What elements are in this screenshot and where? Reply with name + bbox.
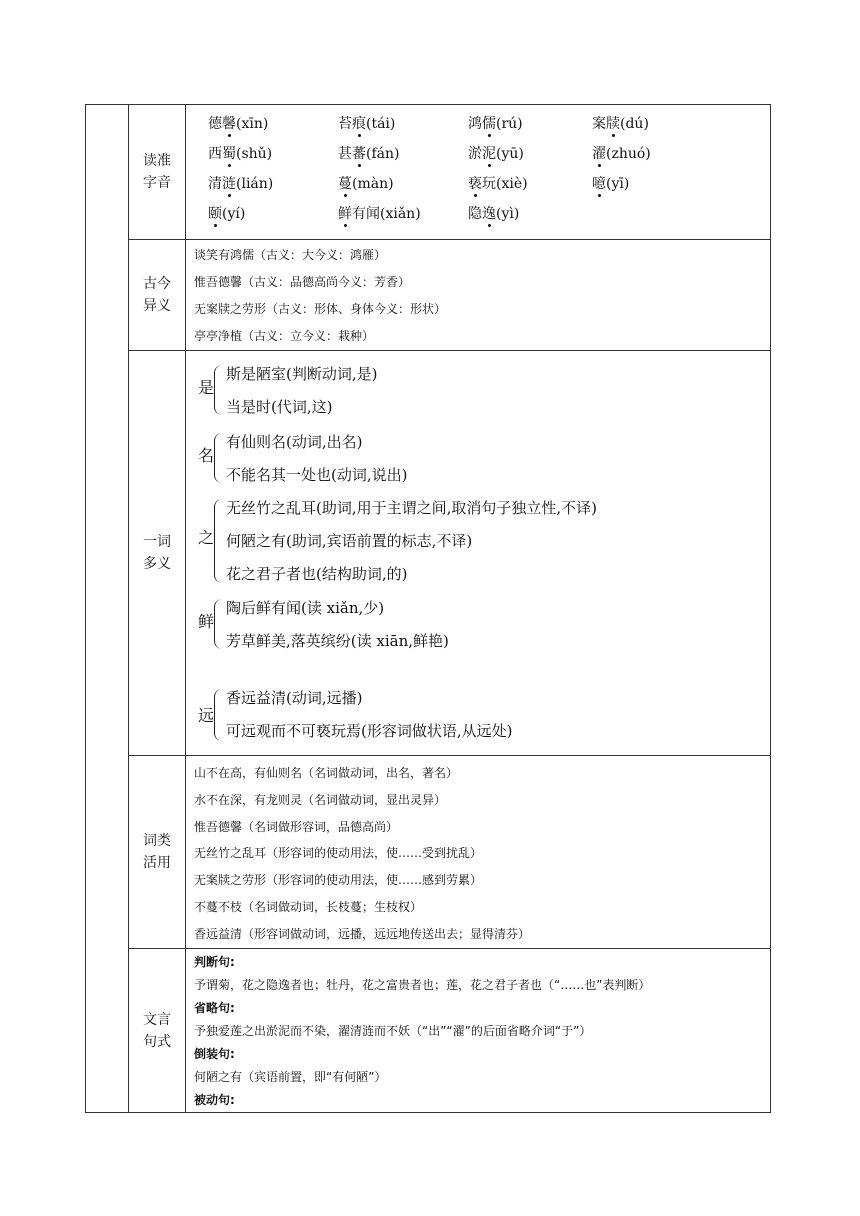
pronunciation-cell bbox=[186, 105, 771, 240]
ancient-modern-cell bbox=[186, 240, 771, 351]
emphasis-dot-char: 逸 bbox=[482, 206, 496, 222]
row-label-ancient-modern: 古今 异义 bbox=[129, 240, 186, 351]
sentence-example: 予谓菊，花之隐逸者也；牡丹，花之富贵者也；莲，花之君子者也（“……也”表判断） bbox=[194, 978, 651, 992]
pronunciation-item: 甚蕃(fán) bbox=[338, 146, 400, 162]
pronunciation-grid bbox=[186, 105, 770, 223]
pronunciation-item: 苔痕(tái) bbox=[338, 116, 396, 132]
gujin-line: 惟吾德馨（古义：品德高尚今义：芳香） bbox=[194, 275, 411, 289]
emphasis-dot-char: 泥 bbox=[482, 146, 496, 162]
pronunciation-item: 淤泥(yū) bbox=[468, 146, 524, 162]
emphasis-dot-char: 牍 bbox=[606, 116, 620, 132]
emphasis-dot-char: 痕 bbox=[352, 116, 366, 132]
sentence-type-heading: 省略句: bbox=[194, 1001, 235, 1015]
word-class-cell bbox=[186, 756, 771, 949]
brace-icon bbox=[214, 499, 223, 583]
sentence-type-heading: 判断句: bbox=[194, 955, 235, 969]
row-label-polysemy: 一词 多义 bbox=[129, 351, 186, 756]
pronunciation-item: 颐(yí) bbox=[208, 206, 246, 222]
polysemy-cell: 是 斯是陋室(判断动词,是) 当是时(代词,这) 名 有仙则名(动词,出名) 不能名其一处也(动词,说出) 之 无丝竹之乱耳(助词,用于主谓之间,取消句子独立性,不译) 何陋之有(助词,宾语前置的标志,不译) 花之君子者也(结构助词,的) 鲜 陶后鲜有闻(读 xiǎn,少) 芳草鲜美,落英缤纷(读 xiān,鲜艳) 远 香远益清(动词,远播) 可远观而不可亵玩焉(形容词做状语,从远处) bbox=[186, 351, 771, 756]
emphasis-dot-char: 濯 bbox=[592, 146, 606, 162]
sentence-example: 何陋之有（宾语前置，即“有何陋”） bbox=[194, 1070, 387, 1084]
pronunciation-item: 噫(yī) bbox=[592, 176, 630, 192]
gujin-line: 谈笑有鸿儒（古义：大今义：鸿雁） bbox=[194, 248, 387, 262]
sentence-example: 予独爱莲之出淤泥而不染，濯清涟而不妖（“出”“濯”的后面省略介词“于”） bbox=[194, 1024, 592, 1038]
emphasis-dot-char: 儒 bbox=[482, 116, 496, 132]
gujin-line: 亭亭净植（古义：立今义：栽种） bbox=[194, 329, 375, 343]
pronunciation-item: 濯(zhuó) bbox=[592, 146, 651, 162]
emphasis-dot-char: 馨 bbox=[222, 116, 236, 132]
emphasis-dot-char: 亵 bbox=[468, 176, 482, 192]
study-table bbox=[85, 104, 768, 1109]
emphasis-dot-char: 噫 bbox=[592, 176, 606, 192]
pronunciation-item: 鸿儒(rú) bbox=[468, 116, 523, 132]
gujin-line: 无案牍之劳形（古义：形体、身体今义：形状） bbox=[194, 302, 447, 316]
outer-left-cell bbox=[86, 105, 129, 1113]
cilei-line: 山不在高，有仙则名（名词做动词，出名，著名） bbox=[194, 766, 459, 780]
pronunciation-item: 案牍(dú) bbox=[592, 116, 649, 132]
brace-icon bbox=[214, 689, 223, 741]
pronunciation-item: 西蜀(shǔ) bbox=[208, 146, 273, 162]
cilei-line: 惟吾德馨（名词做形容词，品德高尚） bbox=[194, 819, 399, 834]
pronunciation-item: 隐逸(yì) bbox=[468, 206, 520, 222]
row-label-sentence-pattern: 文言 句式 bbox=[129, 949, 186, 1113]
brace-icon bbox=[214, 365, 223, 415]
cilei-line: 无案牍之劳形（形容词的使动用法，使……感到劳累） bbox=[194, 873, 483, 888]
pronunciation-item: 鲜有闻(xiǎn) bbox=[338, 206, 421, 222]
brace-icon bbox=[214, 599, 223, 649]
sentence-type-heading: 倒装句: bbox=[194, 1047, 235, 1061]
brace-icon bbox=[214, 433, 223, 483]
cilei-line: 水不在深，有龙则灵（名词做动词，显出灵异） bbox=[194, 792, 447, 807]
emphasis-dot-char: 蕃 bbox=[352, 146, 366, 162]
emphasis-dot-char: 蔓 bbox=[338, 176, 352, 192]
row-label-word-class: 词类 活用 bbox=[129, 756, 186, 949]
pronunciation-item: 蔓(màn) bbox=[338, 176, 394, 192]
sentence-pattern-cell bbox=[186, 949, 771, 1113]
emphasis-dot-char: 蜀 bbox=[222, 146, 236, 162]
pronunciation-item: 亵玩(xiè) bbox=[468, 176, 528, 192]
pronunciation-item: 清涟(lián) bbox=[208, 176, 274, 192]
cilei-line: 香远益清（形容词做动词，远播，远远地传送出去；显得清芬） bbox=[194, 926, 531, 941]
sentence-type-heading: 被动句: bbox=[194, 1093, 235, 1107]
cilei-line: 不蔓不枝（名词做动词，长枝蔓；生枝权） bbox=[194, 899, 423, 914]
emphasis-dot-char: 颐 bbox=[208, 206, 222, 222]
emphasis-dot-char: 鲜 bbox=[338, 206, 352, 222]
row-label-pronunciation: 读准 字音 bbox=[129, 105, 186, 240]
emphasis-dot-char: 涟 bbox=[222, 176, 236, 192]
pronunciation-item: 德馨(xīn) bbox=[208, 116, 269, 132]
cilei-line: 无丝竹之乱耳（形容词的使动用法，使……受到扰乱） bbox=[194, 846, 483, 861]
